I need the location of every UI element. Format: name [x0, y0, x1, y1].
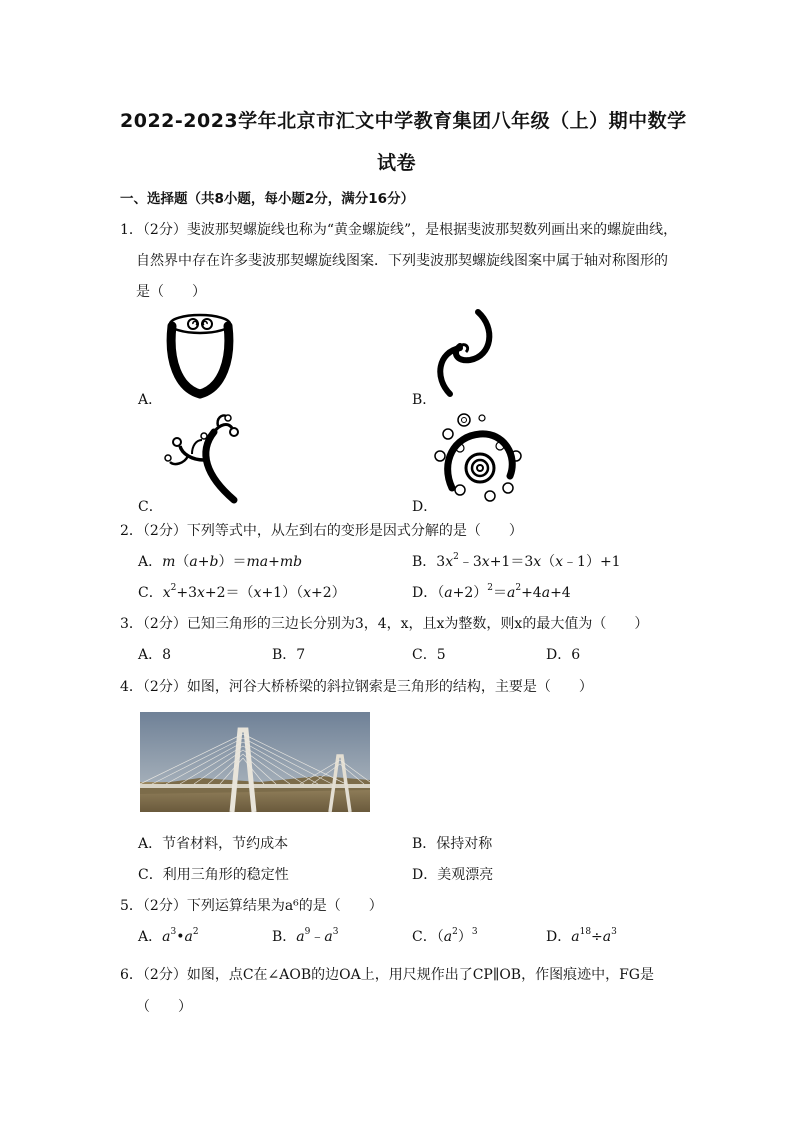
q3-stem: 3．（2分）已知三角形的三边长分别为3，4，x，且x为整数，则x的最大值为（ ） — [120, 616, 649, 632]
q2-option-b-label: B． — [412, 554, 437, 570]
q1-figure-c — [162, 410, 252, 502]
q5-stem: 5．（2分）下列运算结果为a⁶的是（ ） — [120, 898, 383, 914]
q3-option-d: D．6 — [546, 647, 581, 663]
q1-line1: 1．（2分）斐波那契螺旋线也称为“黄金螺旋线”，是根据斐波那契数列画出来的螺旋曲线， — [120, 222, 678, 238]
q5-option-b-label: B． — [272, 929, 297, 945]
q1-figure-a — [160, 310, 240, 402]
q5-option-c-label: C． — [412, 929, 437, 945]
q5-option-a: A．$a^3•a^2$ — [138, 927, 199, 945]
q4-option-a: A．节省材料，节约成本 — [138, 836, 289, 852]
q1-line3: 是（ ） — [136, 284, 206, 300]
q1-option-c-label: C． — [138, 499, 163, 515]
q5-option-b: B．$a^9﹣a^3$ — [272, 927, 339, 945]
q2-option-b: B．$3x^2﹣3x+1=3x(x﹣1)+1$ — [412, 552, 621, 570]
q1-option-d-label: D． — [412, 499, 438, 515]
section-header: 一、选择题（共8小题，每小题2分，满分16分） — [120, 191, 415, 207]
q4-option-c: C．利用三角形的稳定性 — [138, 867, 289, 883]
q1-figure-b — [430, 308, 500, 400]
q3-option-a: A．8 — [138, 647, 172, 663]
q3-option-b: B．7 — [272, 647, 306, 663]
q5-option-c: C．$(a^2)^3$ — [412, 927, 478, 945]
q2-stem: 2．（2分）下列等式中，从左到右的变形是因式分解的是（ ） — [120, 523, 523, 539]
page-title: 2022-2023学年北京市汇文中学教育集团八年级（上）期中数学 — [120, 110, 687, 132]
q5-option-d-label: D． — [546, 929, 572, 945]
q4-option-b: B．保持对称 — [412, 836, 493, 852]
page-title-line2: 试卷 — [377, 152, 417, 174]
q2-option-c: C．$x^2+3x+2=(x+1)(x+2)$ — [138, 583, 346, 601]
q5-option-a-label: A． — [138, 929, 163, 945]
q2-option-a: A．m（a+b）＝ma+mb — [138, 554, 303, 570]
q1-line2: 自然界中存在许多斐波那契螺旋线图案．下列斐波那契螺旋线图案中属于轴对称图形的 — [136, 253, 668, 269]
q4-stem: 4．（2分）如图，河谷大桥桥梁的斜拉钢索是三角形的结构，主要是（ ） — [120, 679, 593, 695]
q4-option-d: D．美观漂亮 — [412, 867, 494, 883]
q6-stem: 6．（2分）如图，点C在∠AOB的边OA上，用尺规作出了CP∥OB，作图痕迹中，FG是 — [120, 967, 654, 983]
bridge-photo — [140, 712, 370, 812]
q1-figure-d — [430, 410, 526, 506]
q2-option-c-label: C． — [138, 585, 163, 601]
q5-option-d: D．$a^{18}\div a^3$ — [546, 927, 617, 945]
q2-option-d: D．$(a+2)^2=a^2+4a+4$ — [412, 583, 571, 601]
q2-option-a-label: A． — [138, 554, 163, 570]
q1-option-a-label: A． — [138, 392, 163, 408]
q6-line2: （ ） — [136, 999, 192, 1015]
q2-option-d-label: D． — [412, 585, 438, 601]
q3-option-c: C．5 — [412, 647, 446, 663]
q1-option-b-label: B． — [412, 392, 437, 408]
